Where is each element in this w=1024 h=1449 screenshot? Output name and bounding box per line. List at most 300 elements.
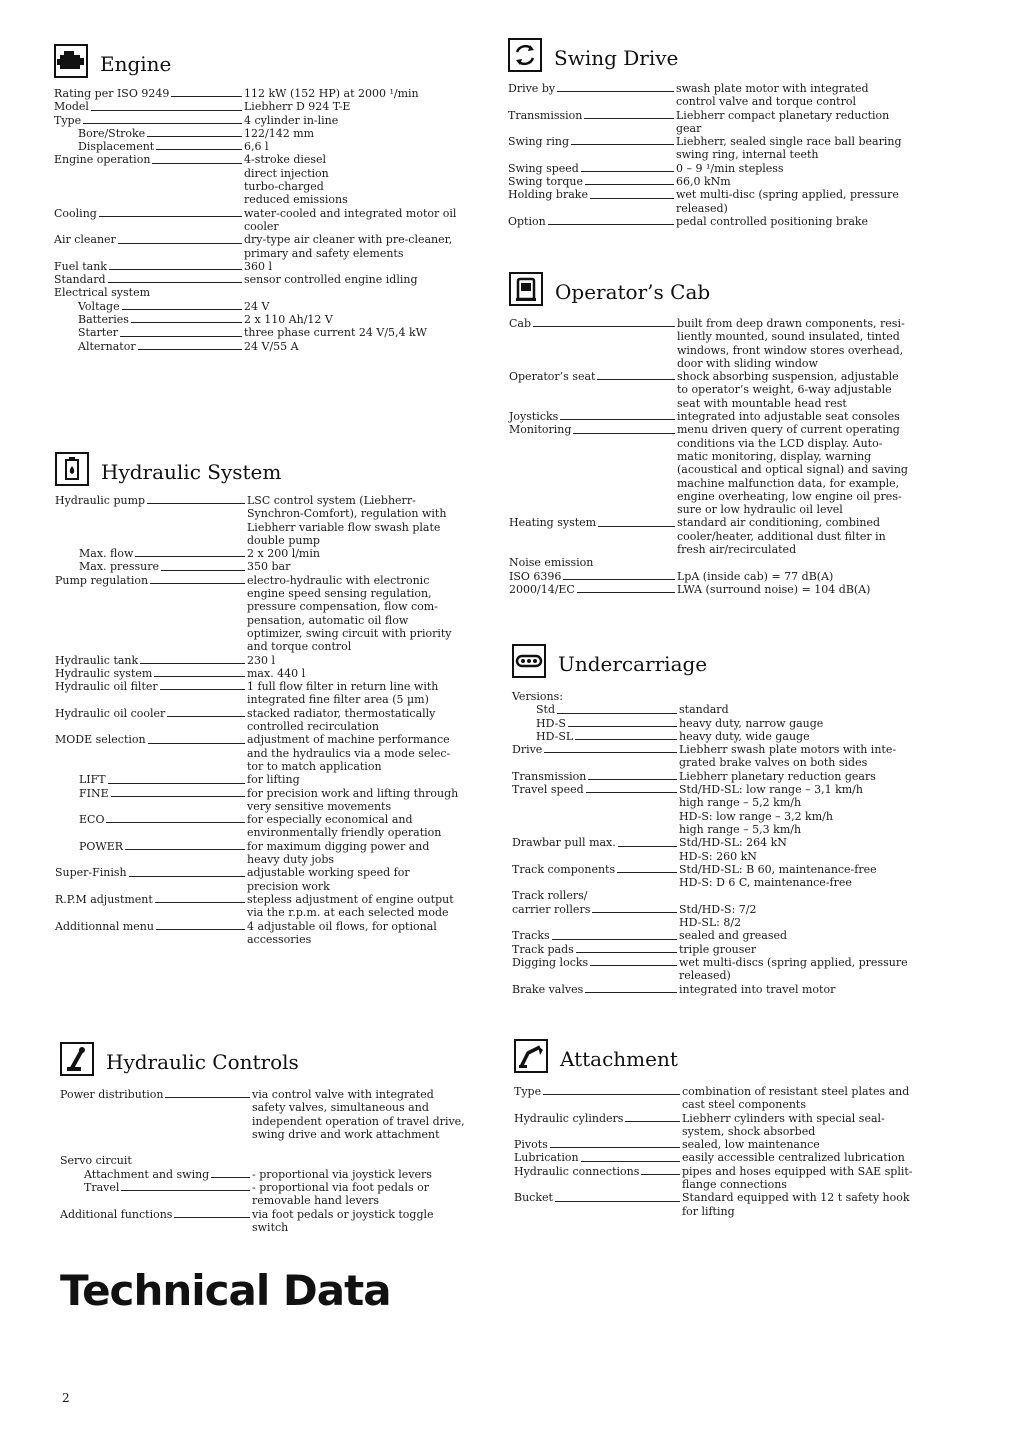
spec-value: sensor controlled engine idling xyxy=(244,273,418,287)
spec-label-cell xyxy=(55,667,247,680)
spec-value: 2 x 110 Ah/12 V xyxy=(244,313,333,327)
spec-value: 230 l xyxy=(247,653,276,667)
spec-row xyxy=(55,680,491,707)
spec-label-cell xyxy=(512,717,679,730)
spec-row xyxy=(54,87,486,100)
spec-row xyxy=(55,707,491,734)
spec-value: wet multi-discs (spring applied, pressure released) xyxy=(679,955,908,983)
spec-label: Hydraulic connections xyxy=(514,1164,640,1178)
spec-value: via foot pedals or joystick toggle switch xyxy=(252,1207,434,1234)
spec-label-cell xyxy=(54,286,244,299)
spec-label-cell xyxy=(55,787,247,800)
spec-label: Hydraulic pump xyxy=(55,494,146,507)
leader-line xyxy=(161,570,245,571)
spec-row xyxy=(512,743,954,770)
section-header xyxy=(55,452,491,492)
spec-label: Transmission xyxy=(512,769,587,783)
leader-line xyxy=(625,1121,680,1122)
spec-row xyxy=(54,313,486,326)
leader-line xyxy=(106,822,245,823)
spec-row xyxy=(54,286,486,299)
spec-value: pedal controlled positioning brake xyxy=(676,214,869,228)
spec-value: stepless adjustment of engine output via the r.p.m. at each selected mode xyxy=(247,892,454,920)
leader-line xyxy=(597,379,675,380)
spec-row xyxy=(512,983,954,996)
spec-row xyxy=(512,717,954,730)
section-engine xyxy=(54,44,486,353)
spec-label: Drawbar pull max. xyxy=(512,836,616,850)
section-header xyxy=(509,272,951,312)
spec-value: heavy duty, wide gauge xyxy=(679,729,810,743)
leader-line xyxy=(83,123,242,124)
spec-label-cell xyxy=(55,574,247,587)
spec-label-cell xyxy=(54,87,244,100)
spec-label-cell xyxy=(54,300,244,313)
spec-label: Model xyxy=(54,100,89,114)
section-hydraulic-system xyxy=(55,452,491,946)
spec-label-cell xyxy=(55,893,247,906)
spec-label-cell xyxy=(508,109,676,122)
spec-value: wet multi-disc (spring applied, pressure released) xyxy=(676,188,899,215)
spec-value: LpA (inside cab) = 77 dB(A) xyxy=(677,569,834,583)
spec-row xyxy=(509,410,951,423)
spec-label-cell xyxy=(512,783,679,796)
leader-line xyxy=(155,902,245,903)
spec-value: 1 full flow filter in return line with integrated fine filter area (5 µm) xyxy=(247,680,439,707)
spec-label-cell xyxy=(512,703,679,716)
spec-row xyxy=(508,175,948,188)
section-attachment xyxy=(514,1039,954,1218)
leader-line xyxy=(590,198,674,199)
spec-value: Liebherr D 924 T-E xyxy=(244,100,351,114)
section-header xyxy=(508,38,948,78)
spec-label: Tracks xyxy=(512,929,550,943)
spec-value: integrated into adjustable seat consoles xyxy=(677,410,900,424)
spec-label: Track pads xyxy=(512,942,574,956)
spec-label: Displacement xyxy=(78,140,155,154)
section-title: Operator’s Cab xyxy=(555,280,711,304)
spec-label: Power distribution xyxy=(60,1088,164,1101)
spec-label-cell xyxy=(512,956,679,969)
leader-line xyxy=(111,796,245,797)
spec-row xyxy=(60,1208,492,1235)
leader-line xyxy=(129,876,245,877)
spec-value: 6,6 l xyxy=(244,140,269,154)
spec-value: standard air conditioning, combined cooler/heater, additional dust filter in fresh air/recirculated xyxy=(677,516,886,557)
spec-row xyxy=(55,893,491,920)
spec-row xyxy=(512,956,954,983)
spec-label-cell xyxy=(512,903,679,916)
leader-line xyxy=(550,1147,680,1148)
spec-row xyxy=(512,703,954,716)
leader-line xyxy=(548,224,674,225)
spec-row xyxy=(60,1141,492,1154)
spec-value: 360 l xyxy=(244,259,273,273)
leader-line xyxy=(617,872,677,873)
spec-row xyxy=(54,260,486,273)
leader-line xyxy=(563,579,675,580)
spec-row xyxy=(512,889,954,902)
engine-icon xyxy=(54,44,88,78)
leader-line xyxy=(135,556,245,557)
spec-label-cell xyxy=(512,690,679,703)
spec-label: carrier rollers xyxy=(512,902,591,916)
spec-value: pipes and hoses equipped with SAE split- flange connections xyxy=(682,1164,913,1192)
spec-value: for precision work and lifting through very sensitive movements xyxy=(247,786,459,813)
spec-label-cell xyxy=(55,654,247,667)
spec-row xyxy=(512,783,954,836)
spec-row xyxy=(508,188,948,215)
leader-line xyxy=(543,1094,680,1095)
spec-rows xyxy=(54,87,486,353)
spec-row xyxy=(509,570,951,583)
spec-label: Heating system xyxy=(509,516,597,530)
spec-label-cell xyxy=(512,730,679,743)
spec-rows xyxy=(509,317,951,596)
spec-label-cell xyxy=(514,1112,682,1125)
spec-label-cell xyxy=(55,920,247,933)
spec-label: Engine operation xyxy=(54,153,151,167)
leader-line xyxy=(575,739,677,740)
joystick-icon xyxy=(60,1042,94,1076)
spec-value: triple grouser xyxy=(679,942,757,956)
spec-value: Liebherr cylinders with special seal- system, shock absorbed xyxy=(682,1111,885,1138)
leader-line xyxy=(618,846,677,847)
spec-value: - proportional via foot pedals or removable hand levers xyxy=(252,1181,429,1208)
spec-value: standard xyxy=(679,703,729,717)
leader-line xyxy=(121,1190,250,1191)
leader-line xyxy=(555,1201,680,1202)
spec-label-cell xyxy=(60,1154,252,1167)
spec-value: water-cooled and integrated motor oil cooler xyxy=(244,206,457,233)
spec-value: 24 V xyxy=(244,299,270,313)
section-title: Hydraulic System xyxy=(101,460,282,484)
leader-line xyxy=(99,216,242,217)
spec-value: max. 440 l xyxy=(247,666,306,680)
spec-label-cell xyxy=(55,866,247,879)
spec-value: shock absorbing suspension, adjustable to operator’s weight, 6-way adjustable seat with mountable head rest xyxy=(677,370,899,410)
spec-row xyxy=(54,127,486,140)
leader-line xyxy=(598,526,675,527)
spec-label: Swing torque xyxy=(508,175,584,189)
spec-label-cell xyxy=(508,175,676,188)
spec-label: ISO 6396 xyxy=(509,569,562,583)
spec-label-cell xyxy=(509,423,677,436)
spec-label: Track components xyxy=(512,862,616,876)
spec-row xyxy=(514,1191,954,1218)
spec-label: HD-SL xyxy=(536,729,574,743)
leader-line xyxy=(131,322,242,323)
section-title: Swing Drive xyxy=(554,46,679,70)
spec-row xyxy=(508,109,948,136)
spec-value: via control valve with integrated safety valves, simultaneous and independent operation of travel drive, swing drive and work attachment xyxy=(252,1088,465,1141)
spec-label-cell xyxy=(55,547,247,560)
spec-value: 350 bar xyxy=(247,560,291,574)
spec-label: Hydraulic cylinders xyxy=(514,1111,624,1125)
spec-value: combination of resistant steel plates and cast steel components xyxy=(682,1085,910,1112)
spec-label: Transmission xyxy=(508,108,583,122)
leader-line xyxy=(560,419,675,420)
spec-value: for especially economical and environmentally friendly operation xyxy=(247,813,442,840)
spec-value: Std/HD-SL: B 60, maintenance-free HD-S: D 6 C, maintenance-free xyxy=(679,862,877,890)
leader-line xyxy=(118,243,242,244)
spec-label: HD-S xyxy=(536,716,566,730)
spec-row xyxy=(55,654,491,667)
spec-row xyxy=(508,135,948,162)
spec-label-cell xyxy=(54,153,244,166)
spec-label: Lubrication xyxy=(514,1151,579,1165)
spec-label-cell xyxy=(60,1181,252,1194)
spec-label: Operator’s seat xyxy=(509,370,596,384)
spec-label-cell xyxy=(508,82,676,95)
leader-line xyxy=(174,1217,250,1218)
page-number: 2 xyxy=(62,1391,70,1405)
spec-label: Joysticks xyxy=(509,410,559,424)
spec-row xyxy=(55,667,491,680)
spec-label-cell xyxy=(509,370,677,383)
spec-label: Batteries xyxy=(78,313,129,327)
spec-row xyxy=(512,690,954,703)
spec-row xyxy=(55,574,491,654)
spec-label: Hydraulic tank xyxy=(55,653,139,667)
spec-label-cell xyxy=(512,943,679,956)
spec-value: adjustable working speed for precision work xyxy=(247,866,410,893)
spec-label-cell xyxy=(512,836,679,849)
leader-line xyxy=(586,792,677,793)
leader-line xyxy=(557,91,674,92)
spec-value: built from deep drawn components, resi- liently mounted, sound insulated, tinted windows, front window stores overhead, door with sliding window xyxy=(677,317,905,370)
spec-label: Standard xyxy=(54,273,106,287)
spec-label: 2000/14/EC xyxy=(509,582,575,596)
spec-value: - proportional via joystick levers xyxy=(252,1167,432,1181)
spec-value: Liebherr, sealed single race ball bearing swing ring, internal teeth xyxy=(676,135,902,162)
spec-row xyxy=(509,583,951,596)
spec-label-cell xyxy=(508,188,676,201)
leader-line xyxy=(156,149,242,150)
spec-label-cell xyxy=(514,1138,682,1151)
spec-value: easily accessible centralized lubrication xyxy=(682,1151,905,1165)
spec-label: ECO xyxy=(79,813,105,827)
spec-label: Drive by xyxy=(508,82,556,95)
leader-line xyxy=(584,118,674,119)
spec-value: menu driven query of current operating conditions via the LCD display. Auto- matic monitoring, display, warning (acoustical and optical signal) and saving machine malfunction data, for example, engine overheating, low engine oil pres- sure or low hydraulic oil level xyxy=(677,423,908,517)
spec-value: sealed and greased xyxy=(679,929,788,943)
section-undercarriage xyxy=(512,644,954,996)
spec-label-cell xyxy=(55,494,247,507)
spec-label-cell xyxy=(54,127,244,140)
spec-label: Hydraulic system xyxy=(55,666,153,680)
leader-line xyxy=(91,110,242,111)
spec-label: Air cleaner xyxy=(54,233,116,247)
spec-value: 66,0 kNm xyxy=(676,175,731,189)
spec-row xyxy=(508,162,948,175)
spec-value: sealed, low maintenance xyxy=(682,1138,820,1152)
leader-line xyxy=(571,144,674,145)
spec-row xyxy=(512,836,954,863)
spec-row xyxy=(54,100,486,113)
section-header xyxy=(512,644,954,684)
spec-value: electro-hydraulic with electronic engine speed sensing regulation, pressure compensation, flow com- pensation, automatic oil flow optimizer, swing circuit with priority and torque control xyxy=(247,573,452,654)
spec-label: Cab xyxy=(509,317,532,330)
leader-line xyxy=(138,349,242,350)
spec-label: Monitoring xyxy=(509,423,572,437)
spec-label-cell xyxy=(60,1141,252,1154)
spec-label-cell xyxy=(512,983,679,996)
spec-row xyxy=(512,903,954,930)
spec-label-cell xyxy=(54,207,244,220)
spec-label-cell xyxy=(514,1191,682,1204)
spec-row xyxy=(512,730,954,743)
leader-line xyxy=(122,309,242,310)
leader-line xyxy=(581,1161,680,1162)
spec-value: stacked radiator, thermostatically controlled recirculation xyxy=(247,706,436,734)
leader-line xyxy=(641,1174,680,1175)
spec-label-cell xyxy=(55,707,247,720)
spec-value: for maximum digging power and heavy duty jobs xyxy=(247,839,430,867)
spec-row xyxy=(512,943,954,956)
cab-icon xyxy=(509,272,543,306)
leader-line xyxy=(533,326,675,327)
spec-row xyxy=(55,813,491,840)
spec-label: Travel speed xyxy=(512,783,584,797)
spec-label-cell xyxy=(509,410,677,423)
spec-label: Rating per ISO 9249 xyxy=(54,87,170,100)
leader-line xyxy=(156,929,245,930)
spec-label: LIFT xyxy=(79,773,106,787)
leader-line xyxy=(125,849,245,850)
spec-label-cell xyxy=(60,1088,252,1101)
spec-row xyxy=(509,556,951,569)
spec-row xyxy=(55,787,491,814)
spec-label: Voltage xyxy=(78,299,120,313)
page-title: Technical Data xyxy=(60,1266,391,1315)
spec-label: Track rollers/ xyxy=(512,889,588,903)
spec-label: Versions: xyxy=(512,690,563,703)
spec-rows xyxy=(512,690,954,996)
leader-line xyxy=(544,752,677,753)
spec-row xyxy=(60,1088,492,1141)
spec-value: adjustment of machine performance and the hydraulics via a mode selec- tor to match application xyxy=(247,733,451,773)
spec-label: Swing speed xyxy=(508,161,579,175)
hydraulic-tank-icon xyxy=(55,452,89,486)
spec-value: 4 cylinder in-line xyxy=(244,113,339,127)
section-title: Undercarriage xyxy=(558,652,708,676)
spec-label: Type xyxy=(54,113,82,127)
spec-value: Std/HD-SL: 264 kN HD-S: 260 kN xyxy=(679,836,787,863)
spec-label: Fuel tank xyxy=(54,259,107,273)
swing-arrows-icon xyxy=(508,38,542,72)
spec-label: Option xyxy=(508,214,546,228)
spec-label: Bore/Stroke xyxy=(78,126,146,140)
leader-line xyxy=(552,939,677,940)
spec-row xyxy=(54,273,486,286)
spec-label-cell xyxy=(54,260,244,273)
spec-row xyxy=(55,547,491,560)
leader-line xyxy=(150,583,245,584)
spec-rows xyxy=(514,1085,954,1218)
leader-line xyxy=(148,743,245,744)
boom-arm-icon xyxy=(514,1039,548,1073)
spec-label-cell xyxy=(509,317,677,330)
leader-line xyxy=(588,779,677,780)
spec-label: Max. pressure xyxy=(79,560,159,574)
spec-label-cell xyxy=(512,743,679,756)
spec-label: Pump regulation xyxy=(55,573,149,587)
spec-label-cell xyxy=(509,570,677,583)
leader-line xyxy=(576,952,677,953)
leader-line xyxy=(557,713,677,714)
spec-row xyxy=(512,929,954,942)
section-title: Hydraulic Controls xyxy=(106,1050,299,1074)
leader-line xyxy=(211,1177,250,1178)
spec-row xyxy=(54,207,486,234)
track-icon xyxy=(512,644,546,678)
spec-label: Servo circuit xyxy=(60,1154,132,1168)
spec-label: Additional functions xyxy=(60,1207,173,1221)
spec-label-cell xyxy=(512,929,679,942)
spec-label-cell xyxy=(54,100,244,113)
spec-label-cell xyxy=(60,1208,252,1221)
spec-row xyxy=(60,1181,492,1208)
spec-value: Std/HD-S: 7/2 HD-SL: 8/2 xyxy=(679,902,757,930)
spec-label-cell xyxy=(54,313,244,326)
spec-label-cell xyxy=(512,889,679,902)
spec-label-cell xyxy=(54,140,244,153)
spec-label: Pivots xyxy=(514,1138,548,1152)
leader-line xyxy=(109,269,242,270)
spec-label: R.P.M adjustment xyxy=(55,892,153,906)
spec-label: Super-Finish xyxy=(55,866,127,880)
spec-label-cell xyxy=(54,326,244,339)
spec-row xyxy=(54,300,486,313)
leader-line xyxy=(108,282,243,283)
spec-label-cell xyxy=(55,560,247,573)
spec-label: Std xyxy=(536,703,555,717)
spec-label-cell xyxy=(509,516,677,529)
spec-label-cell xyxy=(54,273,244,286)
spec-row xyxy=(54,140,486,153)
leader-line xyxy=(160,689,245,690)
spec-value: 112 kW (152 HP) at 2000 ¹/min xyxy=(244,87,419,100)
spec-value: three phase current 24 V/5,4 kW xyxy=(244,326,427,340)
section-swing-drive xyxy=(508,38,948,228)
spec-value: 122/142 mm xyxy=(244,126,315,140)
spec-value: Liebherr planetary reduction gears xyxy=(679,769,876,783)
spec-label-cell xyxy=(512,770,679,783)
spec-value: 0 – 9 ¹/min stepless xyxy=(676,161,784,175)
spec-row xyxy=(509,317,951,370)
spec-value: integrated into travel motor xyxy=(679,982,836,996)
spec-row xyxy=(55,866,491,893)
spec-value: LSC control system (Liebherr- Synchron-Comfort), regulation with Liebherr variable flow swash plate double pump xyxy=(247,494,447,547)
spec-label: Travel xyxy=(84,1181,120,1195)
spec-row xyxy=(54,114,486,127)
leader-line xyxy=(171,96,242,97)
spec-row xyxy=(55,840,491,867)
spec-label: Alternator xyxy=(78,339,136,353)
section-header xyxy=(514,1039,954,1079)
spec-label-cell xyxy=(55,840,247,853)
leader-line xyxy=(568,726,677,727)
leader-line xyxy=(577,592,675,593)
spec-row xyxy=(512,770,954,783)
spec-label-cell xyxy=(508,215,676,228)
spec-row xyxy=(55,920,491,947)
spec-row xyxy=(60,1168,492,1181)
spec-rows xyxy=(55,494,491,946)
spec-row xyxy=(55,560,491,573)
section-header xyxy=(60,1042,492,1082)
